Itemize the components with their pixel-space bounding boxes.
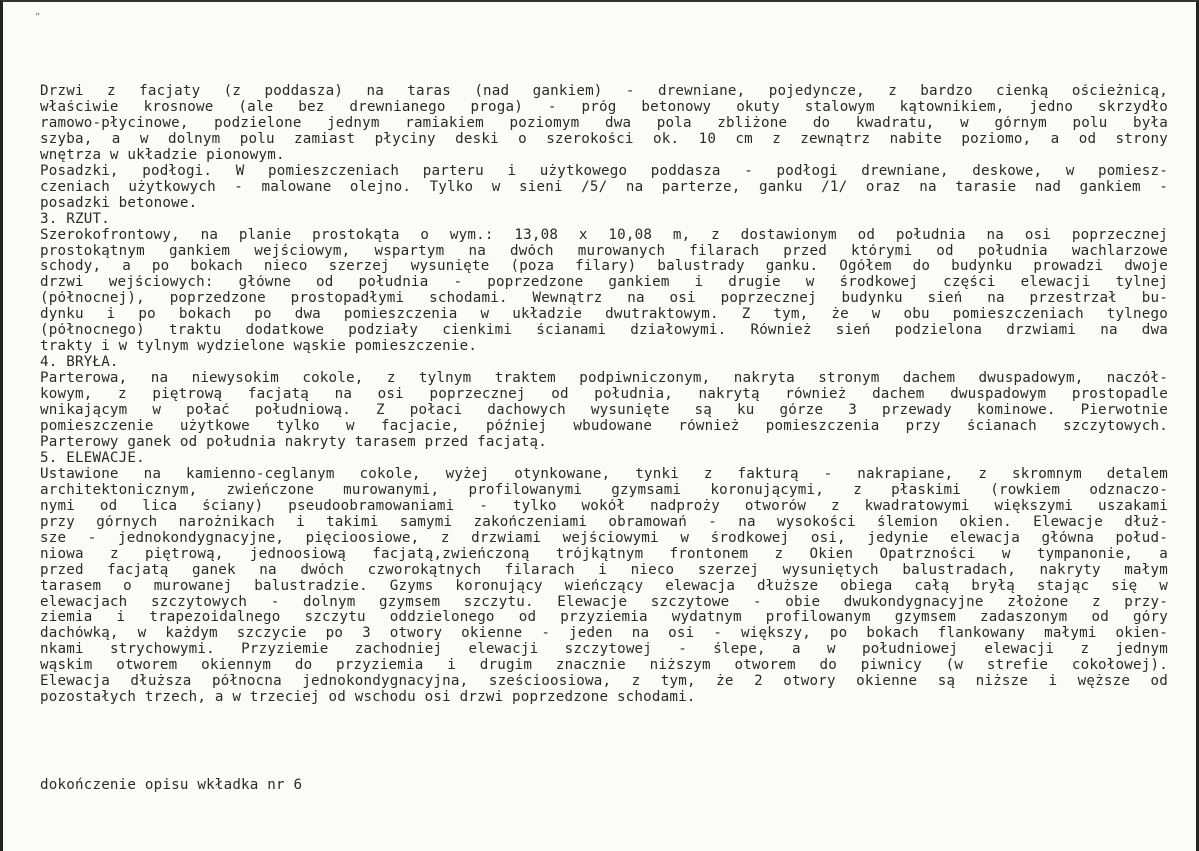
text-line: ramowo-płycinowe, podzielone jednym ramiakiem poziomym dwa pola zbliżone do kwadratu, w górnym polu była	[40, 115, 1168, 131]
corner-mark: ”	[35, 12, 41, 23]
text-line: Elewacja dłuższa północna jednokondygnacyjna, sześcioosiowa, z tym, że 2 otwory okienne są niższe i węższe od	[40, 674, 1168, 690]
text-line: tarasem o murowanej balustradzie. Gzyms koronujący wieńczący elewacja dłuższe obiega całą bryłą stając się w	[40, 578, 1168, 594]
text-line: przed facjatą ganek na dwóch czworokątnych filarach i nieco szerzej wysuniętych balustradach, nakryty małym	[40, 562, 1168, 578]
text-line: 3. RZUT.	[40, 211, 110, 227]
text-line: nkami strychowymi. Przyziemie zachodniej elewacji szczytowej - ślepe, a w południowej elewacji z jednym	[40, 642, 1168, 658]
text-line: Posadzki, podłogi. W pomieszczeniach parteru i użytkowego poddasza - podłogi drewniane, deskowe, w pomiesz-	[40, 163, 1168, 179]
text-line: ziemia i trapezoidalnego szczytu oddzielonego od przyziemia wydatnym profilowanym gzymsem zadaszonym od góry	[40, 610, 1168, 626]
text-line: przy górnych narożnikach i takimi samymi zakończeniami obramowań - na wysokości ślemion okien. Elewacje dłuż-	[40, 514, 1168, 530]
text-line: (północnej), poprzedzone prostopadłymi schodami. Wewnątrz na osi poprzecznej budynku sień na przestrzał bu-	[40, 291, 1168, 307]
text-line: elewacjach szczytowych - dolnym gzymsem szczytu. Elewacje szczytowe - obie dwukondygnacyjne złożone z przy-	[40, 594, 1168, 610]
text-line: kowym, z piętrową facjatą na osi poprzecznej od południa, nakrytą również dachem dwuspadowym prostopadle	[40, 387, 1168, 403]
text-line: posadzki betonowe.	[40, 195, 198, 211]
text-line: dachówką, w każdym szczycie po 3 otwory okienne - jeden na osi - większy, po bokach flankowany małymi okien-	[40, 626, 1168, 642]
text-line: (północnego) traktu dodatkowe podziały cienkimi ścianami działowymi. Również sień podzielona drzwiami na dwa	[40, 323, 1168, 339]
text-line: czeniach użytkowych - malowane olejno. Tylko w sieni /5/ na parterze, ganku /1/ oraz na tarasie nad gankiem -	[40, 179, 1168, 195]
text-line: schody, a po bokach nieco szerzej wysunięte (poza filary) balustrady ganku. Ogółem do budynku prowadzi dwoje	[40, 259, 1168, 275]
text-line: szyba, a w dolnym polu zamiast płyciny deski o szerokości ok. 10 cm z zewnątrz nabite poziomo, a od strony	[40, 131, 1168, 147]
text-line: pozostałych trzech, a w trzeciej od wschodu osi drzwi poprzedzone schodami.	[40, 690, 696, 706]
text-line: Drzwi z facjaty (z poddasza) na taras (nad gankiem) - drewniane, pojedyncze, z bardzo cienką ościeżnicą,	[40, 84, 1168, 99]
text-line: dynku i po bokach po dwa pomieszczenia w układzie dwutraktowym. Z tym, że w obu pomieszczeniach tylnego	[40, 307, 1168, 323]
text-line: Ustawione na kamienno-ceglanym cokole, wyżej otynkowane, tynki z fakturą - nakrapiane, z skromnym detalem	[40, 466, 1168, 482]
text-line: sze - jednokondygnacyjne, pięcioosiowe, z drzwiami wejściowymi w środkowej osi, jedynie elewacja główna połud-	[40, 530, 1168, 546]
text-line: prostokątnym gankiem wejściowym, wspartym na dwóch murowanych filarach przed którymi od południa wachlarzowe	[40, 243, 1168, 259]
text-line: nymi od lica ściany) pseudoobramowaniami - tylko wokół nadproży otworów z kwadratowymi większymi uszakami	[40, 498, 1168, 514]
text-line: Parterowy ganek od południa nakryty tarasem przed facjatą.	[40, 434, 548, 450]
text-line: wąskim otworem okiennym do przyziemia i drugim znacznie niższym otworem do piwnicy (w strefie cokołowej).	[40, 658, 1168, 674]
footer-note: dokończenie opisu wkładka nr 6	[40, 777, 303, 793]
text-line: wnikającym w połać południową. Z połaci dachowych wysunięte są ku górze 3 przewady kominowe. Pierwotnie	[40, 403, 1168, 419]
text-line: Parterowa, na niewysokim cokole, z tylnym traktem podpiwniczonym, nakryta stronym dachem dwuspadowym, naczół-	[40, 371, 1168, 387]
text-line: 5. ELEWACJE.	[40, 450, 145, 466]
text-line: właściwie krosnowe (ale bez drewnianego proga) - próg betonowy okuty stalowym kątownikiem, jedno skrzydło	[40, 99, 1168, 115]
text-line: 4. BRYŁA.	[40, 355, 119, 371]
text-line: architektonicznym, zwieńczone murowanymi, profilowanymi gzymsami koronującymi, z płaskimi (rowkiem odznaczo-	[40, 482, 1168, 498]
text-line: wnętrza w układzie pionowym.	[40, 147, 285, 163]
text-line: niowa z piętrową, jednoosiową facjatą,zwieńczoną trójkątnym frontonem z Okien Opatrzności w tympanonie, a	[40, 546, 1168, 562]
text-line: trakty i w tylnym wydzielone wąskie pomieszczenie.	[40, 339, 478, 355]
text-line: drzwi wejściowych: główne od południa - poprzedzone gankiem i drugie w środkowej części elewacji tylnej	[40, 275, 1168, 291]
description-text	[40, 84, 1168, 706]
text-line: Szerokofrontowy, na planie prostokąta o wym.: 13,08 x 10,08 m, z dostawionym od południa na osi poprzecznej	[40, 227, 1168, 243]
text-line: pomieszczenie użytkowe tylko w facjacie, później wbudowane również pomieszczenia przy ścianach szczytowych.	[40, 419, 1168, 435]
